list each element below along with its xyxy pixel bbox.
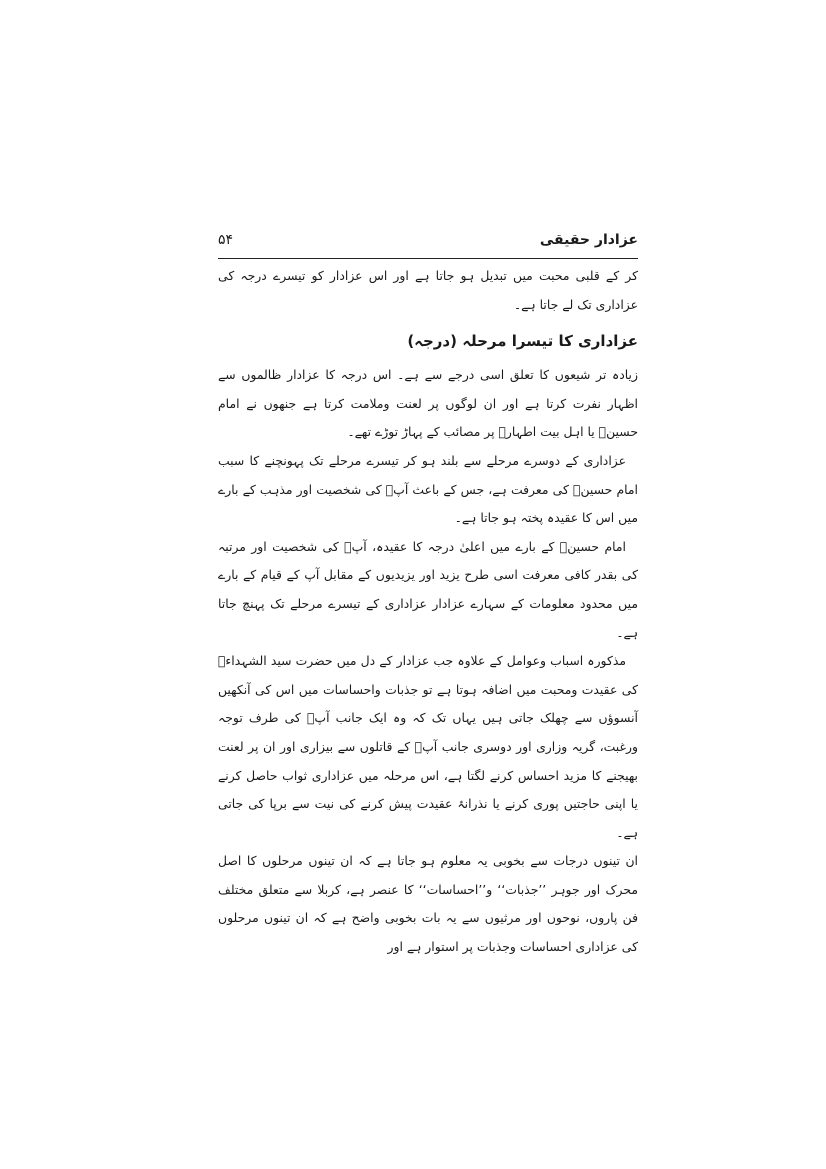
header-divider bbox=[218, 258, 638, 259]
paragraph-2: عزاداری کے دوسرے مرحلے سے بلند ہو کر تیسرے مرحلے تک پہونچنے کا سبب امام حسینؑ کی معرفت ہے، جس کے باعث آپؑ کی شخصیت اور مذہب کے بارے میں اس کا عقیدہ پختہ ہو جاتا ہے۔ bbox=[218, 452, 638, 526]
page-number: ۵۴ bbox=[218, 232, 234, 248]
paragraph-1: زیادہ تر شیعوں کا تعلق اسی درجے سے ہے۔ اس درجہ کا عزادار ظالموں سے اظہار نفرت کرتا ہے اور ان لوگوں پر لعنت وملامت کرتا ہے جنھوں نے امام حسینؑ یا اہل بیت اطہارؑ پر مصائب کے پہاڑ توڑے تھے۔ bbox=[218, 367, 638, 440]
section-heading: عزاداری کا تیسرا مرحلہ (درجہ) bbox=[407, 332, 638, 351]
running-title: عزادار حقیقی bbox=[539, 232, 638, 248]
paragraph-4: مذکورہ اسباب وعوامل کے علاوہ جب عزادار کے دل میں حضرت سید الشہداءؑ کی عقیدت ومحبت میں اضافہ ہوتا ہے تو جذبات واحساسات میں اس کی آنکھیں آنسوؤں سے چھلک جاتی ہیں یہاں تک کہ وہ ایک جانب آپؑ کی طرف توجہ ورغبت، گریہ وزاری اور دوسری جانب آپؑ کے قاتلوں سے بیزاری اور ان پر لعنت بھیجنے کا مزید احساس کرنے لگتا ہے، اس مرحلہ میں عزاداری ثواب حاصل کرنے یا اپنی حاجتیں پوری کرنے یا نذرانۂ عقیدت پیش کرنے کی نیت سے برپا کی جاتی ہے۔ bbox=[218, 653, 638, 840]
paragraph-5: ان تینوں درجات سے بخوبی یہ معلوم ہو جاتا ہے کہ ان تینوں مرحلوں کا اصل محرک اور جوہر ’’جذبات‘‘ و’’احساسات‘‘ کا عنصر ہے، کربلا سے متعلق مختلف فن پاروں، نوحوں اور مرثیوں سے یہ بات بخوبی واضح ہے کہ ان تینوں مرحلوں کی عزاداری احساسات وجذبات پر استوار ہے اور bbox=[218, 853, 638, 955]
paragraph-continuation: کر کے قلبی محبت میں تبدیل ہو جاتا ہے اور اس عزادار کو تیسرے درجہ کی عزاداری تک لے جاتا ہے۔ bbox=[218, 268, 638, 312]
paragraph-3: امام حسینؑ کے بارے میں اعلیٰ درجہ کا عقیدہ، آپؑ کی شخصیت اور مرتبہ کی بقدر کافی معرفت اسی طرح یزید اور یزیدیوں کے مقابل آپ کے قیام کے بارے میں محدود معلومات کے سہارے عزادار عزاداری کے تیسرے مرحلے تک پہنچ جاتا ہے۔ bbox=[218, 538, 638, 640]
main-text bbox=[218, 262, 638, 962]
page-header bbox=[218, 230, 638, 256]
